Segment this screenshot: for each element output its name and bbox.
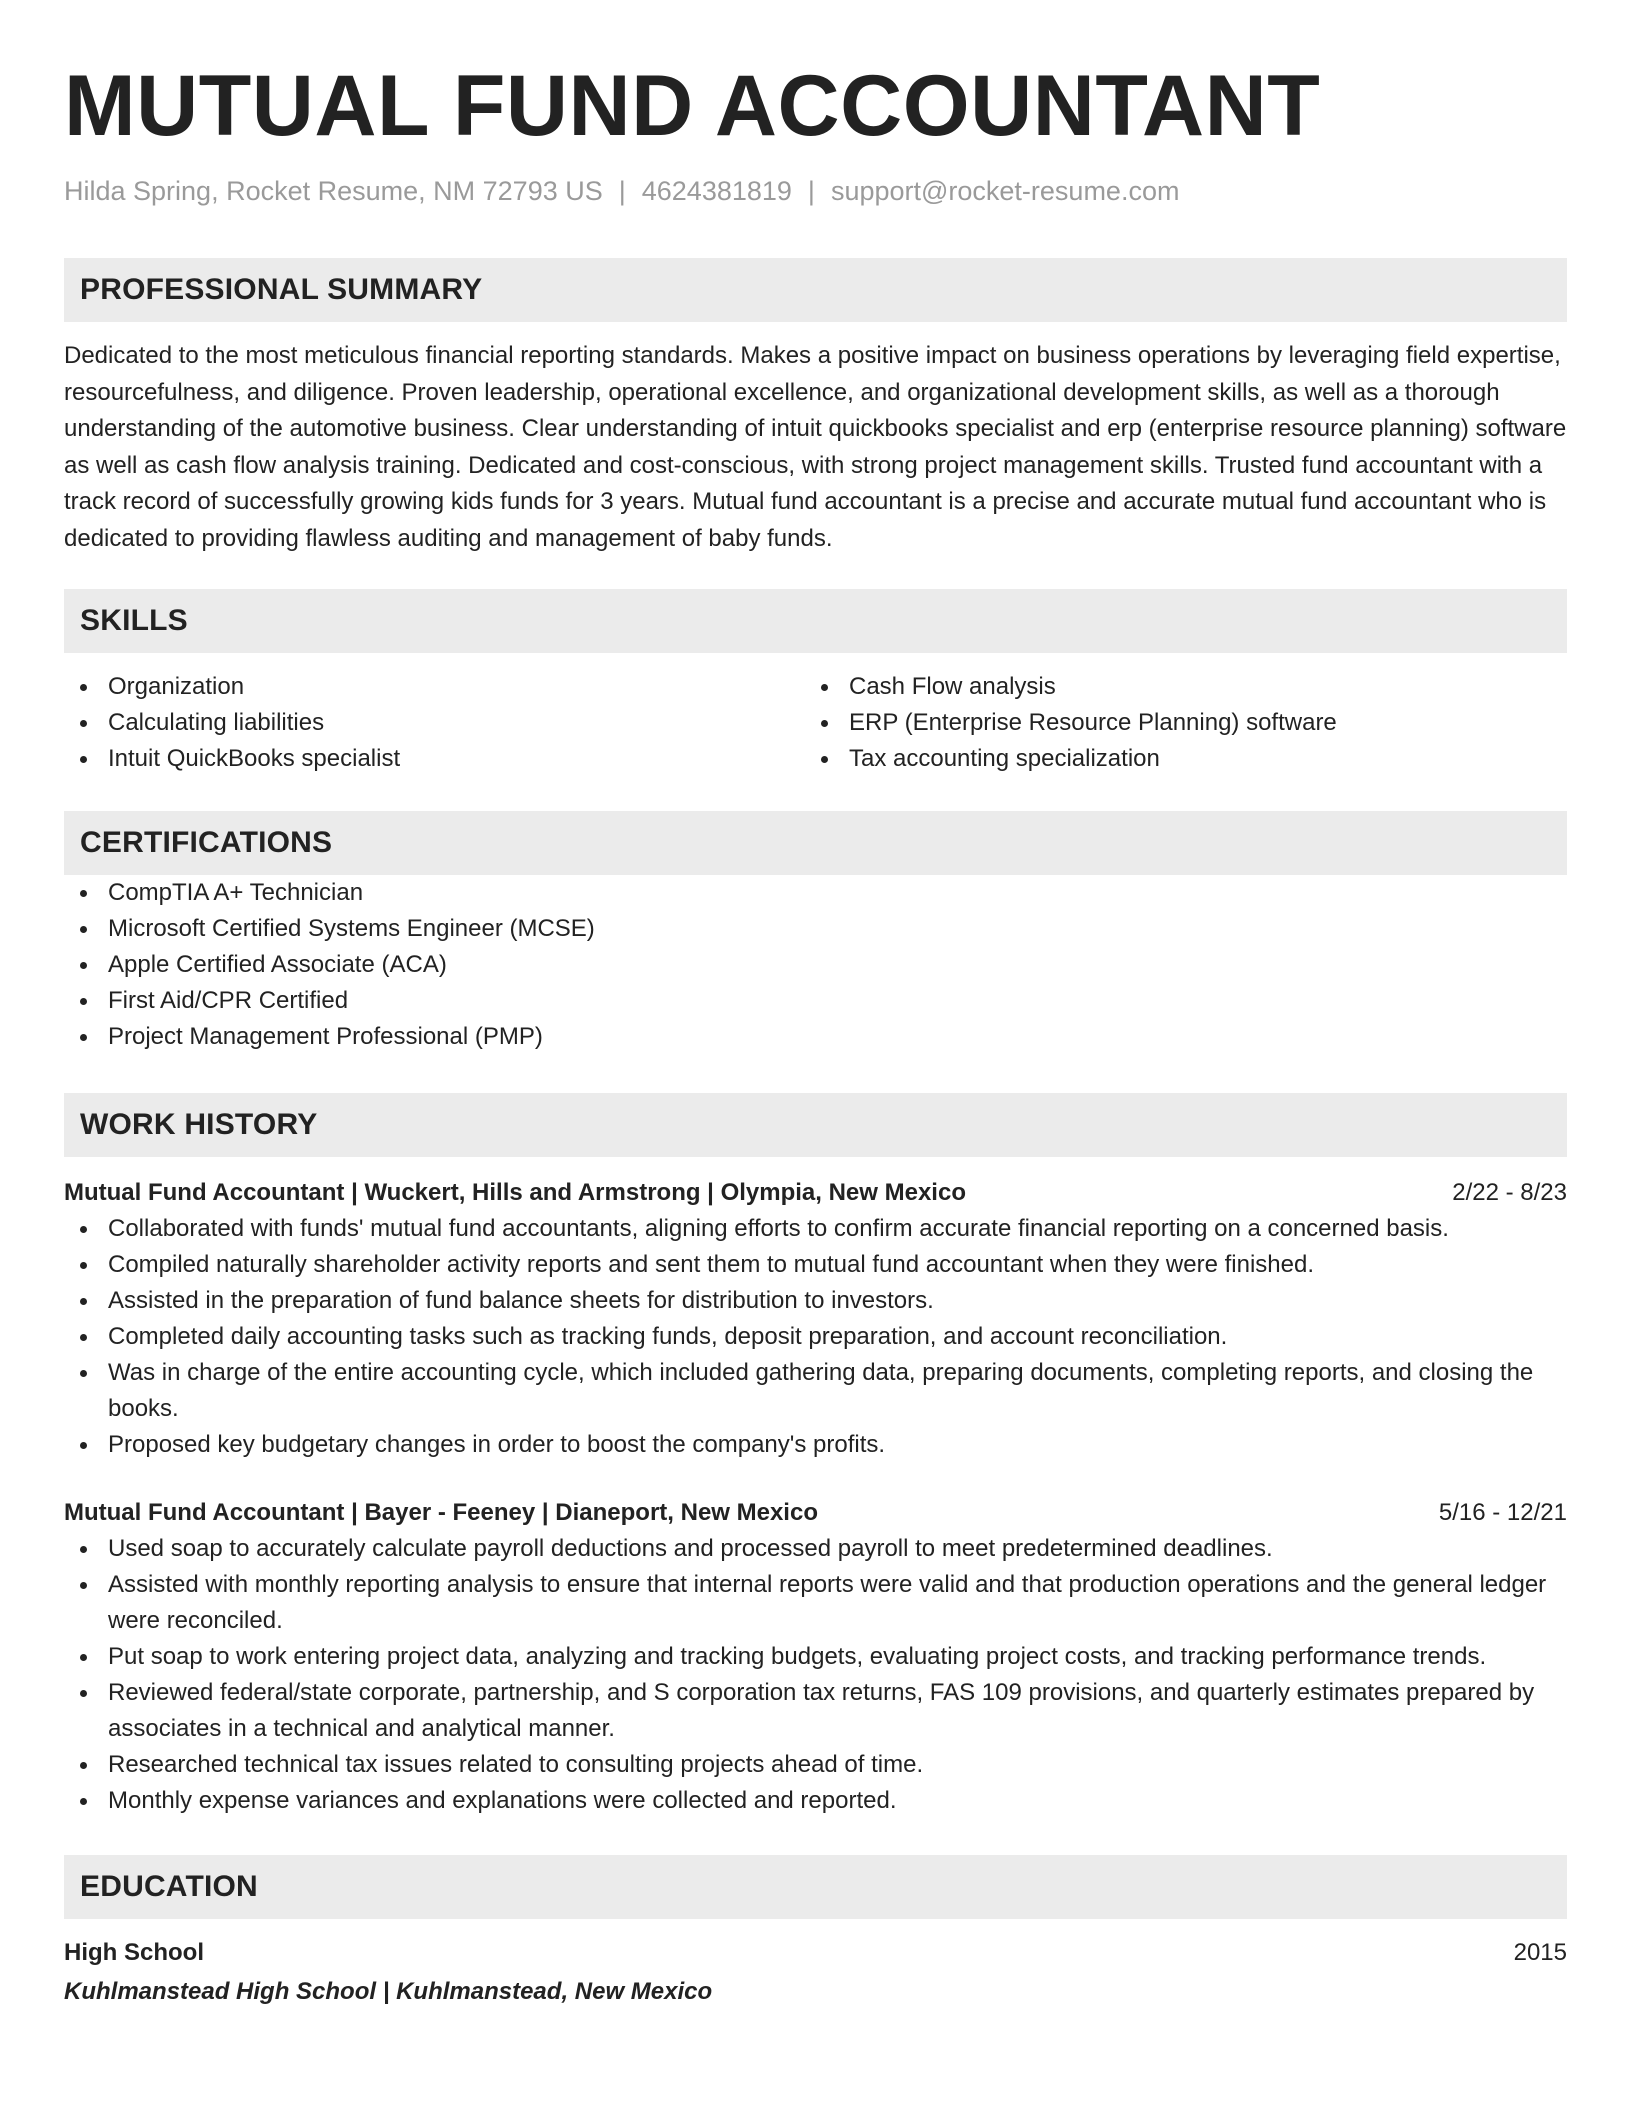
skill-item: Intuit QuickBooks specialist — [64, 741, 805, 777]
job-duty: Assisted with monthly reporting analysis to ensure that internal reports were valid and that production operations and the general ledger were reconciled. — [64, 1567, 1567, 1639]
job-duty: Put soap to work entering project data, analyzing and tracking budgets, evaluating project costs, and tracking performance trends. — [64, 1639, 1567, 1675]
job-duty: Compiled naturally shareholder activity reports and sent them to mutual fund accountant when they were finished. — [64, 1247, 1567, 1283]
job-duty: Reviewed federal/state corporate, partnership, and S corporation tax returns, FAS 109 provisions, and quarterly estimates prepared by associates in a technical and analytical manner. — [64, 1675, 1567, 1747]
job-duties-list — [64, 1531, 1567, 1819]
certification-item: Microsoft Certified Systems Engineer (MCSE) — [64, 911, 1567, 947]
education-heading-line — [64, 1935, 1567, 1971]
section-header-work-history: WORK HISTORY — [64, 1093, 1567, 1157]
section-header-certifications: CERTIFICATIONS — [64, 811, 1567, 875]
job-entry — [64, 1495, 1567, 1819]
job-entry — [64, 1175, 1567, 1463]
resume-page — [64, 56, 1567, 2010]
job-duty: Researched technical tax issues related to consulting projects ahead of time. — [64, 1747, 1567, 1783]
summary-text: Dedicated to the most meticulous financial reporting standards. Makes a positive impact on business operations by leveraging field expertise, resourcefulness, and diligence. Proven leadership, operational excellence, and organizational development skills, as well as a thorough understanding of the automotive business. Clear understanding of intuit quickbooks specialist and erp (enterprise resource planning) software as well as cash flow analysis training. Dedicated and cost-conscious, with strong project management skills. Trusted fund accountant with a track record of successfully growing kids funds for 3 years. Mutual fund accountant is a precise and accurate mutual fund accountant who is dedicated to providing flawless auditing and management of baby funds. — [64, 342, 1567, 552]
certification-item: Apple Certified Associate (ACA) — [64, 947, 1567, 983]
skill-item: ERP (Enterprise Resource Planning) software — [805, 705, 1546, 741]
section-header-skills: SKILLS — [64, 589, 1567, 653]
skills-list-right — [805, 669, 1546, 777]
job-title: Mutual Fund Accountant | Bayer - Feeney | Dianeport, New Mexico — [64, 1499, 818, 1526]
job-dates: 2/22 - 8/23 — [1452, 1179, 1567, 1206]
education-year: 2015 — [1513, 1939, 1567, 1966]
job-duty: Assisted in the preparation of fund balance sheets for distribution to investors. — [64, 1283, 1567, 1319]
contact-address: Hilda Spring, Rocket Resume, NM 72793 US — [64, 176, 603, 206]
job-duty: Completed daily accounting tasks such as tracking funds, deposit preparation, and account reconciliation. — [64, 1319, 1567, 1355]
job-duty: Monthly expense variances and explanations were collected and reported. — [64, 1783, 1567, 1819]
job-duty: Collaborated with funds' mutual fund accountants, aligning efforts to confirm accurate financial reporting on a concerned basis. — [64, 1211, 1567, 1247]
contact-line — [64, 174, 1567, 208]
skills-column-right — [805, 669, 1546, 777]
certification-item: Project Management Professional (PMP) — [64, 1019, 1567, 1055]
resume-title: MUTUAL FUND ACCOUNTANT — [64, 58, 1321, 154]
contact-separator: | — [618, 176, 626, 206]
education-degree: High School — [64, 1939, 204, 1966]
contact-email: support@rocket-resume.com — [830, 176, 1180, 206]
skills-list-left — [64, 669, 805, 777]
section-header-education: EDUCATION — [64, 1855, 1567, 1919]
skills-grid — [64, 669, 1567, 777]
job-heading-line — [64, 1495, 1567, 1531]
job-duties-list — [64, 1211, 1567, 1463]
job-duty: Was in charge of the entire accounting cycle, which included gathering data, preparing documents, completing reports, and closing the books. — [64, 1355, 1567, 1427]
job-duty: Proposed key budgetary changes in order to boost the company's profits. — [64, 1427, 1567, 1463]
education-school: Kuhlmanstead High School | Kuhlmanstead, New Mexico — [64, 1978, 713, 2005]
certification-item: CompTIA A+ Technician — [64, 875, 1567, 911]
section-header-summary: PROFESSIONAL SUMMARY — [64, 258, 1567, 322]
contact-separator: | — [807, 176, 815, 206]
skill-item: Tax accounting specialization — [805, 741, 1546, 777]
job-title: Mutual Fund Accountant | Wuckert, Hills and Armstrong | Olympia, New Mexico — [64, 1179, 966, 1206]
job-heading-line — [64, 1175, 1567, 1211]
job-duty: Used soap to accurately calculate payroll deductions and processed payroll to meet predetermined deadlines. — [64, 1531, 1567, 1567]
skill-item: Organization — [64, 669, 805, 705]
certification-item: First Aid/CPR Certified — [64, 983, 1567, 1019]
skills-column-left — [64, 669, 805, 777]
skill-item: Cash Flow analysis — [805, 669, 1546, 705]
skill-item: Calculating liabilities — [64, 705, 805, 741]
job-dates: 5/16 - 12/21 — [1438, 1499, 1567, 1526]
certifications-list — [64, 875, 1567, 1055]
contact-phone: 4624381819 — [641, 176, 792, 206]
